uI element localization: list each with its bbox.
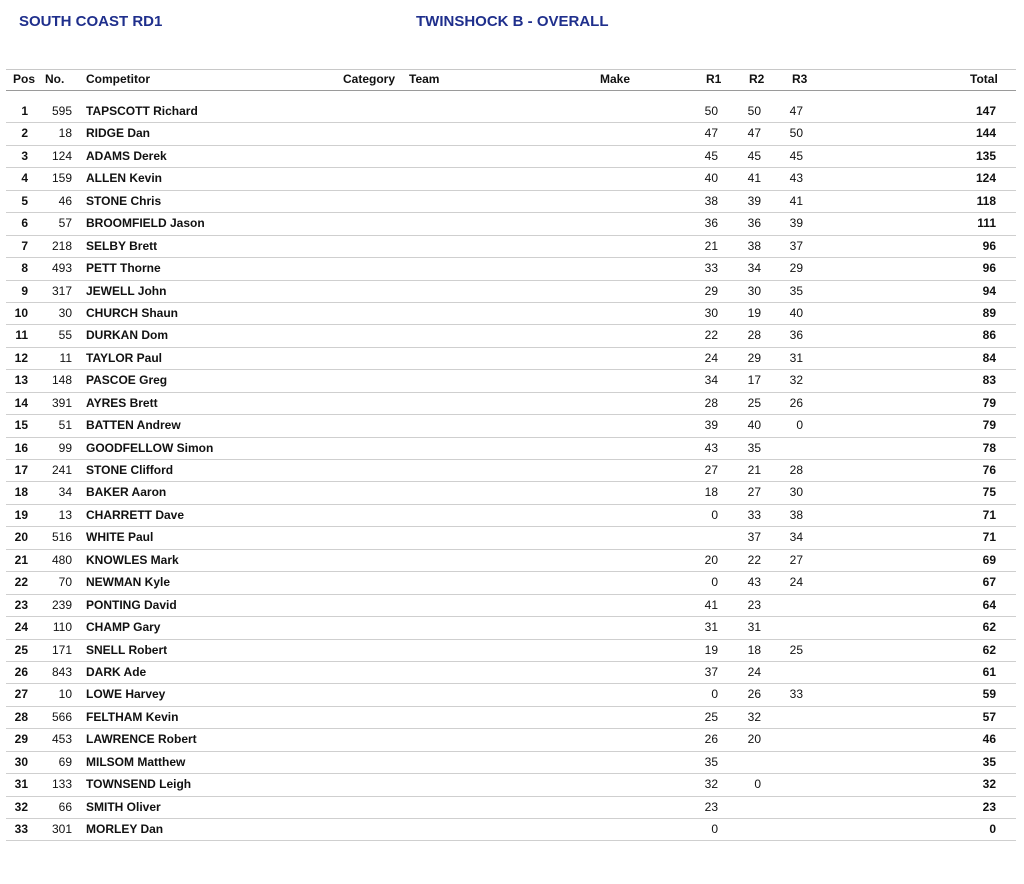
table-row: [6, 482, 1016, 504]
table-row: [6, 258, 1016, 280]
cell-r3: 25: [789, 642, 803, 657]
cell-total: 46: [982, 732, 996, 747]
cell-no: 241: [51, 463, 72, 477]
cell-no: 171: [51, 642, 72, 657]
cell-r2: 36: [747, 216, 761, 231]
cell-no: 11: [59, 350, 72, 365]
table-header: [6, 69, 1016, 91]
table-row: [6, 797, 1016, 819]
cell-r3: 43: [789, 171, 803, 186]
cell-no: 70: [58, 575, 72, 590]
cell-no: 30: [58, 305, 72, 320]
cell-r2: 47: [747, 126, 761, 141]
table-row: [6, 684, 1016, 706]
cell-competitor: AYRES Brett: [86, 395, 158, 410]
cell-r1: 29: [704, 283, 718, 298]
header-r2: R2: [749, 72, 765, 86]
cell-competitor: LOWE Harvey: [86, 687, 166, 702]
cell-r2: 29: [747, 350, 761, 365]
event-title: SOUTH COAST RD1: [19, 13, 163, 30]
cell-r2: 30: [747, 283, 761, 298]
cell-competitor: PETT Thorne: [86, 261, 161, 276]
cell-r2: 22: [747, 552, 761, 567]
cell-competitor: GOODFELLOW Simon: [86, 440, 214, 455]
cell-pos: 24: [14, 620, 28, 635]
cell-r3: 50: [789, 126, 803, 141]
cell-r3: 38: [789, 507, 803, 522]
cell-r2: 35: [747, 440, 761, 455]
cell-r1: 0: [711, 822, 718, 836]
cell-pos: 30: [14, 754, 28, 769]
cell-r3: 33: [789, 687, 803, 702]
cell-pos: 18: [14, 485, 28, 500]
header-r3: R3: [792, 72, 808, 86]
cell-total: 23: [982, 799, 996, 814]
cell-r1: 22: [704, 328, 718, 343]
cell-pos: 29: [14, 732, 28, 747]
cell-no: 69: [58, 754, 72, 769]
cell-r1: 33: [704, 261, 718, 276]
cell-total: 111: [977, 216, 996, 231]
cell-competitor: SMITH Oliver: [86, 799, 161, 814]
cell-competitor: TAYLOR Paul: [86, 350, 163, 365]
cell-r1: 38: [704, 193, 718, 208]
cell-r1: 32: [704, 777, 718, 792]
cell-r3: 28: [789, 463, 803, 477]
cell-r3: 45: [789, 148, 803, 163]
cell-pos: 11: [15, 328, 28, 343]
cell-r2: 40: [747, 418, 761, 433]
cell-r2: 38: [747, 238, 761, 253]
header-r1: R1: [706, 72, 722, 86]
cell-r2: 41: [747, 171, 761, 186]
cell-competitor: DARK Ade: [86, 664, 147, 679]
cell-total: 135: [975, 148, 996, 163]
cell-total: 62: [982, 642, 996, 657]
cell-r3: 35: [789, 283, 803, 298]
cell-r2: 28: [747, 328, 761, 343]
header-category: Category: [343, 72, 396, 86]
table-row: [6, 774, 1016, 796]
cell-r3: 31: [789, 350, 803, 365]
cell-r3: 37: [789, 238, 803, 253]
cell-pos: 14: [14, 395, 28, 410]
cell-r2: 45: [747, 148, 761, 163]
table-row: [6, 101, 1016, 123]
cell-competitor: ADAMS Derek: [86, 148, 167, 163]
cell-no: 34: [58, 485, 72, 500]
table-row: [6, 168, 1016, 190]
cell-r2: 0: [754, 777, 761, 792]
header-total: Total: [970, 72, 998, 86]
cell-no: 317: [51, 283, 72, 298]
cell-total: 96: [982, 238, 996, 253]
cell-r3: 29: [789, 261, 803, 276]
cell-r1: 0: [711, 687, 718, 702]
cell-no: 133: [51, 777, 72, 792]
table-row: [6, 370, 1016, 392]
table-row: [6, 640, 1016, 662]
cell-r2: 17: [747, 373, 761, 388]
cell-competitor: TAPSCOTT Richard: [86, 104, 198, 118]
cell-r2: 19: [747, 305, 761, 320]
cell-no: 566: [51, 709, 72, 724]
cell-pos: 5: [21, 193, 28, 208]
cell-r1: 31: [704, 620, 718, 635]
cell-r2: 33: [747, 507, 761, 522]
cell-total: 79: [982, 418, 996, 433]
cell-r3: 32: [789, 373, 803, 388]
cell-r1: 23: [704, 799, 718, 814]
cell-competitor: SNELL Robert: [86, 642, 168, 657]
table-row: [6, 348, 1016, 370]
cell-competitor: STONE Clifford: [86, 463, 174, 477]
cell-pos: 19: [14, 507, 28, 522]
cell-r1: 41: [704, 597, 718, 612]
cell-pos: 16: [14, 440, 28, 455]
cell-total: 32: [982, 777, 996, 792]
cell-no: 46: [58, 193, 72, 208]
cell-r1: 39: [704, 418, 718, 433]
cell-competitor: NEWMAN Kyle: [86, 575, 171, 590]
cell-r2: 34: [747, 261, 761, 276]
cell-no: 124: [51, 148, 72, 163]
table-row: [6, 303, 1016, 325]
cell-no: 148: [51, 373, 72, 388]
cell-competitor: LAWRENCE Robert: [86, 732, 197, 747]
cell-pos: 3: [21, 148, 28, 163]
cell-r3: 34: [789, 530, 803, 545]
cell-no: 453: [51, 732, 72, 747]
cell-r1: 28: [704, 395, 718, 410]
cell-no: 480: [51, 552, 72, 567]
header-no: No.: [45, 72, 65, 86]
cell-total: 75: [982, 485, 996, 500]
cell-pos: 9: [21, 283, 28, 298]
cell-no: 18: [58, 126, 72, 141]
cell-r1: 45: [704, 148, 718, 163]
table-row: [6, 191, 1016, 213]
cell-competitor: FELTHAM Kevin: [86, 709, 179, 724]
cell-r2: 37: [747, 530, 761, 545]
cell-r3: 47: [789, 104, 803, 118]
table-row: [6, 819, 1016, 841]
cell-no: 51: [58, 418, 72, 433]
cell-competitor: RIDGE Dan: [86, 126, 151, 141]
cell-pos: 13: [14, 373, 28, 388]
table-row: [6, 325, 1016, 347]
cell-pos: 6: [21, 216, 28, 231]
cell-pos: 7: [21, 238, 28, 253]
cell-pos: 32: [14, 799, 28, 814]
cell-total: 118: [976, 193, 996, 208]
cell-no: 57: [58, 216, 72, 231]
cell-r1: 34: [704, 373, 718, 388]
cell-pos: 8: [21, 261, 28, 276]
table-row: [6, 752, 1016, 774]
cell-total: 78: [982, 440, 996, 455]
cell-no: 239: [51, 597, 72, 612]
cell-total: 86: [982, 328, 996, 343]
cell-total: 0: [989, 822, 996, 836]
cell-r1: 21: [704, 238, 718, 253]
cell-no: 218: [51, 238, 72, 253]
table-row: [6, 572, 1016, 594]
cell-r3: 39: [789, 216, 803, 231]
table-row: [6, 617, 1016, 639]
cell-r1: 27: [704, 463, 718, 477]
cell-total: 62: [982, 620, 996, 635]
cell-pos: 26: [14, 664, 28, 679]
cell-r2: 27: [747, 485, 761, 500]
cell-no: 516: [51, 530, 72, 545]
table-row: [6, 236, 1016, 258]
cell-total: 69: [982, 552, 996, 567]
cell-total: 59: [982, 687, 996, 702]
header-pos: Pos: [13, 72, 36, 86]
cell-no: 493: [51, 261, 72, 276]
cell-pos: 33: [14, 822, 28, 836]
cell-no: 99: [58, 440, 72, 455]
cell-no: 66: [58, 799, 72, 814]
table-row: [6, 595, 1016, 617]
cell-total: 67: [982, 575, 996, 590]
cell-r1: 24: [704, 350, 718, 365]
cell-total: 147: [975, 104, 996, 118]
cell-competitor: KNOWLES Mark: [86, 552, 179, 567]
cell-competitor: DURKAN Dom: [86, 328, 168, 343]
header-team: Team: [409, 72, 440, 86]
cell-no: 10: [58, 687, 72, 702]
cell-r1: 40: [704, 171, 718, 186]
cell-r2: 24: [747, 664, 761, 679]
cell-r1: 25: [704, 709, 718, 724]
cell-r1: 43: [704, 440, 718, 455]
cell-pos: 20: [14, 530, 28, 545]
cell-r3: 30: [789, 485, 803, 500]
cell-total: 96: [982, 261, 996, 276]
table-row: [6, 707, 1016, 729]
cell-competitor: CHARRETT Dave: [86, 507, 185, 522]
cell-r2: 23: [747, 597, 761, 612]
class-title: TWINSHOCK B - OVERALL: [416, 13, 609, 30]
table-row: [6, 550, 1016, 572]
cell-pos: 31: [14, 777, 28, 792]
cell-competitor: JEWELL John: [86, 283, 167, 298]
cell-pos: 12: [14, 350, 28, 365]
cell-r3: 36: [789, 328, 803, 343]
cell-pos: 25: [14, 642, 28, 657]
table-row: [6, 438, 1016, 460]
header-make: Make: [600, 72, 631, 86]
table-row: [6, 527, 1016, 549]
cell-pos: 23: [14, 597, 28, 612]
results-table: [6, 101, 1016, 841]
cell-r2: 20: [747, 732, 761, 747]
table-row: [6, 213, 1016, 235]
cell-r2: 21: [747, 463, 761, 477]
cell-competitor: MILSOM Matthew: [86, 754, 186, 769]
cell-total: 76: [982, 463, 996, 477]
cell-r2: 31: [747, 620, 761, 635]
cell-r2: 43: [747, 575, 761, 590]
cell-r1: 37: [704, 664, 718, 679]
cell-r3: 40: [789, 305, 803, 320]
cell-no: 159: [51, 171, 72, 186]
table-row: [6, 146, 1016, 168]
cell-no: 110: [52, 620, 72, 635]
cell-total: 89: [982, 305, 996, 320]
cell-r1: 50: [704, 104, 718, 118]
cell-total: 94: [982, 283, 996, 298]
cell-pos: 10: [14, 305, 28, 320]
table-row: [6, 393, 1016, 415]
table-row: [6, 281, 1016, 303]
cell-r1: 35: [704, 754, 718, 769]
cell-pos: 4: [21, 171, 28, 186]
cell-pos: 21: [14, 552, 28, 567]
cell-competitor: MORLEY Dan: [86, 822, 164, 836]
table-row: [6, 460, 1016, 482]
cell-competitor: SELBY Brett: [86, 238, 158, 253]
cell-pos: 2: [21, 126, 28, 141]
cell-pos: 27: [14, 687, 28, 702]
cell-r2: 39: [747, 193, 761, 208]
cell-total: 61: [982, 664, 996, 679]
cell-competitor: BROOMFIELD Jason: [86, 216, 205, 231]
cell-competitor: TOWNSEND Leigh: [86, 777, 192, 792]
cell-pos: 22: [14, 575, 28, 590]
cell-total: 71: [982, 530, 996, 545]
header-competitor: Competitor: [86, 72, 150, 86]
cell-competitor: STONE Chris: [86, 193, 162, 208]
cell-competitor: PASCOE Greg: [86, 373, 168, 388]
cell-total: 57: [982, 709, 996, 724]
cell-r1: 36: [704, 216, 718, 231]
cell-r3: 27: [789, 552, 803, 567]
cell-pos: 17: [14, 463, 28, 477]
cell-r1: 18: [704, 485, 718, 500]
cell-no: 55: [58, 328, 72, 343]
cell-total: 64: [982, 597, 996, 612]
cell-competitor: BAKER Aaron: [86, 485, 167, 500]
cell-r1: 20: [704, 552, 718, 567]
cell-r3: 24: [789, 575, 803, 590]
cell-competitor: PONTING David: [86, 597, 177, 612]
cell-r2: 50: [747, 104, 761, 118]
cell-no: 843: [51, 664, 72, 679]
table-row: [6, 662, 1016, 684]
table-row: [6, 123, 1016, 145]
cell-pos: 1: [21, 104, 28, 118]
cell-pos: 15: [14, 418, 28, 433]
cell-r2: 25: [747, 395, 761, 410]
cell-total: 35: [982, 754, 996, 769]
cell-r3: 26: [789, 395, 803, 410]
table-row: [6, 505, 1016, 527]
cell-r3: 41: [789, 193, 803, 208]
table-row: [6, 729, 1016, 751]
cell-competitor: CHURCH Shaun: [86, 305, 178, 320]
cell-r1: 0: [711, 575, 718, 590]
cell-no: 301: [51, 822, 72, 836]
cell-r1: 47: [704, 126, 718, 141]
cell-total: 79: [982, 395, 996, 410]
cell-total: 144: [975, 126, 996, 141]
cell-no: 391: [51, 395, 72, 410]
cell-total: 83: [982, 373, 996, 388]
cell-competitor: BATTEN Andrew: [86, 418, 181, 433]
cell-competitor: WHITE Paul: [86, 530, 154, 545]
cell-r1: 30: [704, 305, 718, 320]
cell-total: 84: [982, 350, 996, 365]
cell-competitor: CHAMP Gary: [86, 620, 161, 635]
cell-competitor: ALLEN Kevin: [86, 171, 163, 186]
table-row: [6, 415, 1016, 437]
cell-r3: 0: [796, 418, 803, 433]
cell-r2: 18: [747, 642, 761, 657]
cell-pos: 28: [14, 709, 28, 724]
cell-r2: 32: [747, 709, 761, 724]
cell-total: 71: [982, 507, 996, 522]
cell-r1: 19: [704, 642, 718, 657]
cell-total: 124: [975, 171, 996, 186]
cell-r1: 0: [711, 507, 718, 522]
cell-no: 13: [58, 507, 72, 522]
cell-r1: 26: [704, 732, 718, 747]
cell-no: 595: [51, 104, 72, 118]
cell-r2: 26: [747, 687, 761, 702]
